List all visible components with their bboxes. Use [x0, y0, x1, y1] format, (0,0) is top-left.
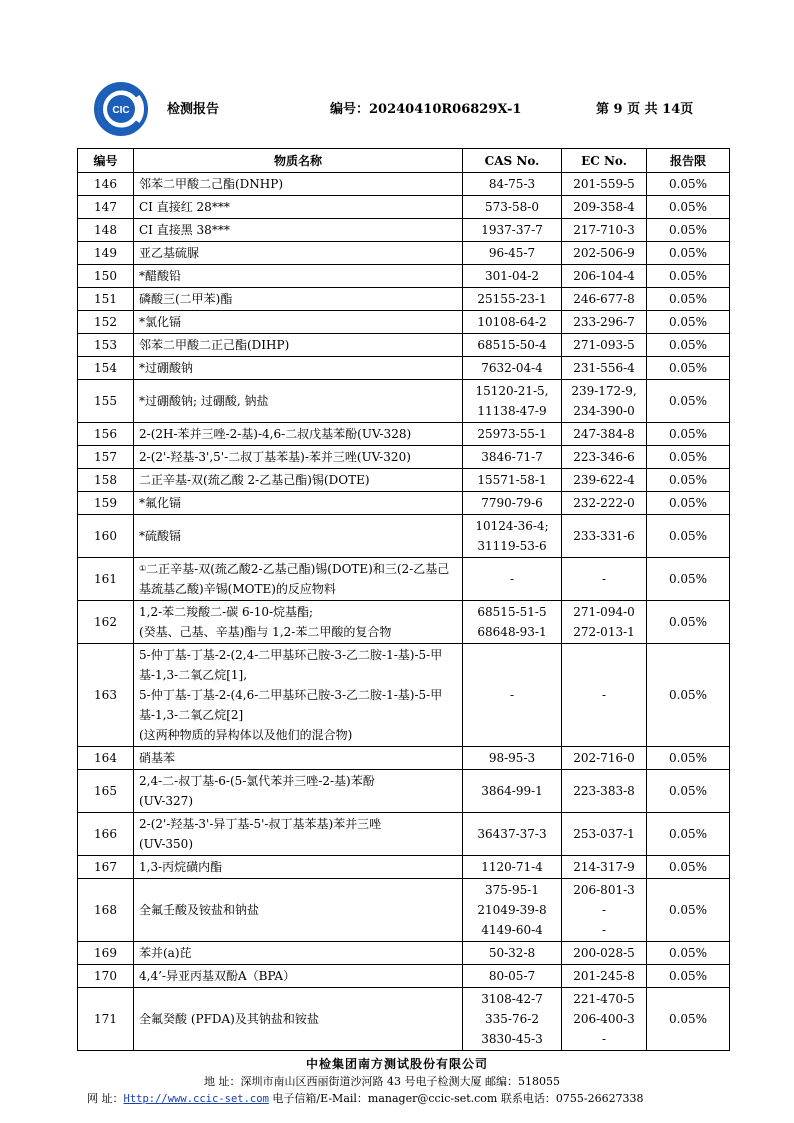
table-row: [78, 334, 730, 357]
column-header-limit: 报告限: [647, 149, 730, 173]
column-header-no: 编号: [78, 149, 134, 173]
substance-name: 硝基苯: [134, 747, 463, 770]
report-limit: 0.05%: [647, 469, 730, 492]
report-limit: 0.05%: [647, 423, 730, 446]
cell-line: -: [601, 572, 607, 586]
cell-line: 246-677-8: [573, 292, 635, 306]
cell-line: 80-05-7: [488, 969, 536, 983]
cas-number: [463, 813, 562, 856]
report-limit: 0.05%: [647, 173, 730, 196]
cell-line: 223-346-6: [573, 450, 635, 464]
row-number: 161: [78, 558, 134, 601]
cell-line: 573-58-0: [485, 200, 539, 214]
substance-name: CI 直接黑 38***: [134, 219, 463, 242]
substance-name: *醋酸铅: [134, 265, 463, 288]
report-limit: 0.05%: [647, 196, 730, 219]
ec-number: [562, 515, 647, 558]
contact-line: [87, 1090, 644, 1106]
table-row: [78, 879, 730, 942]
page-header: [0, 0, 794, 150]
cell-line: -: [601, 903, 607, 917]
cell-line: 25155-23-1: [477, 292, 547, 306]
cell-line: 209-358-4: [573, 200, 635, 214]
footnote-marker: ①: [139, 564, 147, 573]
substance-name: 1,2-苯二羧酸二-碳 6-10-烷基酯; (癸基、己基、辛基)酯与 1,2-苯二甲酸的复合物: [134, 601, 463, 644]
cell-line: 68648-93-1: [477, 625, 547, 639]
cell-line: 98-95-3: [488, 751, 536, 765]
report-limit: 0.05%: [647, 747, 730, 770]
cell-line: 10124-36-4;: [475, 519, 549, 533]
substance-table: [77, 148, 730, 1051]
ec-number: [562, 288, 647, 311]
report-limit: 0.05%: [647, 357, 730, 380]
cell-line: 271-093-5: [573, 338, 635, 352]
company-logo-icon: [94, 82, 148, 136]
cell-line: 3830-45-3: [481, 1032, 543, 1046]
page-info: 第 9 页 共 14页: [596, 102, 694, 117]
cas-number: [463, 965, 562, 988]
cell-line: 214-317-9: [573, 860, 635, 874]
row-number: 148: [78, 219, 134, 242]
substance-name: 全氟壬酸及铵盐和钠盐: [134, 879, 463, 942]
substance-name: ①二正辛基-双(巯乙酸2-乙基己酯)锡(DOTE)和三(2-乙基己基巯基乙酸)辛锡(MOTE)的反应物料: [134, 558, 463, 601]
cell-line: 247-384-8: [573, 427, 635, 441]
row-number: 150: [78, 265, 134, 288]
table-row: [78, 423, 730, 446]
substance-name: 1,3-丙烷磺内酯: [134, 856, 463, 879]
report-limit: 0.05%: [647, 813, 730, 856]
table-row: [78, 288, 730, 311]
svg-text:CIC: CIC: [112, 105, 130, 116]
substance-name: 磷酸三(二甲苯)酯: [134, 288, 463, 311]
column-header-ec: EC No.: [562, 149, 647, 173]
cell-line: 206-801-3: [573, 883, 635, 897]
table-row: [78, 242, 730, 265]
row-number: 159: [78, 492, 134, 515]
cell-line: 335-76-2: [485, 1012, 539, 1026]
table-row: [78, 311, 730, 334]
table-row: [78, 357, 730, 380]
substance-name: 2-(2'-羟基-3',5'-二叔丁基苯基)-苯并三唑(UV-320): [134, 446, 463, 469]
substance-name: 二正辛基-双(巯乙酸 2-乙基己酯)锡(DOTE): [134, 469, 463, 492]
row-number: 160: [78, 515, 134, 558]
table-row: [78, 219, 730, 242]
substance-name: 4,4’-异亚丙基双酚A（BPA）: [134, 965, 463, 988]
cas-number: [463, 770, 562, 813]
contact-info: 电子信箱/E-Mail：manager@ccic-set.com 联系电话：0755-26627338: [268, 1092, 644, 1105]
substance-name: 邻苯二甲酸二己酯(DNHP): [134, 173, 463, 196]
column-header-name: 物质名称: [134, 149, 463, 173]
cell-line: -: [601, 923, 607, 937]
cell-line: -: [509, 688, 515, 702]
substance-name: 2-(2'-羟基-3'-异丁基-5'-叔丁基苯基)苯并三唑 (UV-350): [134, 813, 463, 856]
row-number: 151: [78, 288, 134, 311]
cas-number: [463, 515, 562, 558]
report-title: 检测报告: [167, 102, 220, 117]
report-limit: 0.05%: [647, 311, 730, 334]
cell-line: 84-75-3: [488, 177, 536, 191]
substance-name: 邻苯二甲酸二正己酯(DIHP): [134, 334, 463, 357]
cell-line: 50-32-8: [488, 946, 536, 960]
row-number: 157: [78, 446, 134, 469]
report-limit: 0.05%: [647, 334, 730, 357]
company-name: 中检集团南方测试股份有限公司: [305, 1057, 488, 1071]
cell-line: 11138-47-9: [477, 404, 547, 418]
substance-name: 2-(2H-苯并三唑-2-基)-4,6-二叔戊基苯酚(UV-328): [134, 423, 463, 446]
cell-line: 31119-53-6: [477, 539, 547, 553]
ec-number: [562, 813, 647, 856]
cas-number: [463, 265, 562, 288]
cell-line: 233-296-7: [573, 315, 635, 329]
cas-number: [463, 942, 562, 965]
report-limit: 0.05%: [647, 446, 730, 469]
row-number: 158: [78, 469, 134, 492]
substance-name: 亚乙基硫脲: [134, 242, 463, 265]
ec-number: [562, 747, 647, 770]
cas-number: [463, 601, 562, 644]
cell-line: 3846-71-7: [481, 450, 543, 464]
substance-name: 5-仲丁基-丁基-2-(2,4-二甲基环己胺-3-乙二胺-1-基)-5-甲基-1,3-二氧乙烷[1], 5-仲丁基-丁基-2-(4,6-二甲基环己胺-3-乙二胺-1-基)-5-甲基-1,3-二氧乙烷[2] (这两种物质的异构体以及他们的混合物): [134, 644, 463, 747]
row-number: 169: [78, 942, 134, 965]
table-row: [78, 173, 730, 196]
row-number: 146: [78, 173, 134, 196]
cell-line: 231-556-4: [573, 361, 635, 375]
ec-number: [562, 380, 647, 423]
substance-name: *氯化镉: [134, 311, 463, 334]
cas-number: [463, 856, 562, 879]
row-number: 149: [78, 242, 134, 265]
cell-line: 272-013-1: [573, 625, 635, 639]
company-address: 地 址：深圳市南山区西丽街道沙河路 43 号电子检测大厦 邮编：518055: [204, 1075, 560, 1088]
ec-number: [562, 856, 647, 879]
ec-number: [562, 242, 647, 265]
column-header-cas: CAS No.: [463, 149, 562, 173]
ec-number: [562, 357, 647, 380]
ec-number: [562, 492, 647, 515]
ec-number: [562, 469, 647, 492]
table-row: [78, 196, 730, 219]
cell-line: 239-622-4: [573, 473, 635, 487]
report-limit: 0.05%: [647, 856, 730, 879]
cell-line: 68515-51-5: [477, 605, 547, 619]
ec-number: [562, 219, 647, 242]
cas-number: [463, 492, 562, 515]
table-row: [78, 988, 730, 1051]
ec-number: [562, 196, 647, 219]
report-limit: 0.05%: [647, 879, 730, 942]
row-number: 155: [78, 380, 134, 423]
cas-number: [463, 747, 562, 770]
cell-line: 200-028-5: [573, 946, 635, 960]
cas-number: [463, 423, 562, 446]
ec-number: [562, 173, 647, 196]
cas-number: [463, 288, 562, 311]
ec-number: [562, 334, 647, 357]
cell-line: 221-470-5: [573, 992, 635, 1006]
row-number: 168: [78, 879, 134, 942]
cell-line: -: [601, 1032, 607, 1046]
row-number: 154: [78, 357, 134, 380]
substance-name: 2,4-二-叔丁基-6-(5-氯代苯并三唑-2-基)苯酚 (UV-327): [134, 770, 463, 813]
row-number: 167: [78, 856, 134, 879]
substance-name: 全氟癸酸 (PFDA)及其钠盐和铵盐: [134, 988, 463, 1051]
cell-line: 206-104-4: [573, 269, 635, 283]
table-row: [78, 515, 730, 558]
cell-line: 7790-79-6: [481, 496, 543, 510]
cell-line: 7632-04-4: [481, 361, 543, 375]
row-number: 153: [78, 334, 134, 357]
report-limit: 0.05%: [647, 492, 730, 515]
report-limit: 0.05%: [647, 770, 730, 813]
website-label: 网 址：: [87, 1092, 124, 1105]
cell-line: 15120-21-5,: [475, 384, 549, 398]
cas-number: [463, 242, 562, 265]
table-row: [78, 380, 730, 423]
report-limit: 0.05%: [647, 988, 730, 1051]
cell-line: 271-094-0: [573, 605, 635, 619]
report-limit: 0.05%: [647, 242, 730, 265]
report-limit: 0.05%: [647, 942, 730, 965]
row-number: 166: [78, 813, 134, 856]
cell-line: 3108-42-7: [481, 992, 543, 1006]
table-row: [78, 770, 730, 813]
table-row: [78, 856, 730, 879]
table-row: [78, 644, 730, 747]
cell-line: 232-222-0: [573, 496, 635, 510]
row-number: 147: [78, 196, 134, 219]
row-number: 156: [78, 423, 134, 446]
ec-number: [562, 942, 647, 965]
substance-name: 苯并(a)芘: [134, 942, 463, 965]
report-limit: 0.05%: [647, 265, 730, 288]
cell-line: 223-383-8: [573, 784, 635, 798]
ec-number: [562, 311, 647, 334]
table-header-row: [78, 149, 730, 173]
cas-number: [463, 334, 562, 357]
substance-name: CI 直接红 28***: [134, 196, 463, 219]
table-row: [78, 813, 730, 856]
ec-number: [562, 770, 647, 813]
table-row: [78, 747, 730, 770]
row-number: 164: [78, 747, 134, 770]
table-row: [78, 601, 730, 644]
cas-number: [463, 469, 562, 492]
row-number: 162: [78, 601, 134, 644]
ec-number: [562, 644, 647, 747]
cell-line: 234-390-0: [573, 404, 635, 418]
cell-line: 4149-60-4: [481, 923, 543, 937]
ec-number: [562, 965, 647, 988]
row-number: 152: [78, 311, 134, 334]
cas-number: [463, 644, 562, 747]
cell-line: -: [601, 688, 607, 702]
report-limit: 0.05%: [647, 288, 730, 311]
cell-line: 202-716-0: [573, 751, 635, 765]
substance-name: *氟化镉: [134, 492, 463, 515]
ec-number: [562, 601, 647, 644]
report-limit: 0.05%: [647, 965, 730, 988]
ec-number: [562, 446, 647, 469]
cas-number: [463, 311, 562, 334]
substance-name: *过硼酸钠; 过硼酸, 钠盐: [134, 380, 463, 423]
report-number: 编号：20240410R06829X-1: [330, 102, 522, 117]
cell-line: 21049-39-8: [477, 903, 547, 917]
cell-line: 96-45-7: [488, 246, 536, 260]
cell-line: 202-506-9: [573, 246, 635, 260]
cas-number: [463, 558, 562, 601]
cas-number: [463, 196, 562, 219]
report-limit: 0.05%: [647, 558, 730, 601]
cell-line: 68515-50-4: [477, 338, 547, 352]
report-limit: 0.05%: [647, 515, 730, 558]
substance-name: *硫酸镉: [134, 515, 463, 558]
cell-line: 206-400-3: [573, 1012, 635, 1026]
cell-line: 233-331-6: [573, 529, 635, 543]
row-number: 170: [78, 965, 134, 988]
cell-line: 3864-99-1: [481, 784, 543, 798]
ec-number: [562, 879, 647, 942]
cell-line: 36437-37-3: [477, 827, 547, 841]
ec-number: [562, 265, 647, 288]
cell-line: 375-95-1: [485, 883, 539, 897]
cell-line: 201-245-8: [573, 969, 635, 983]
table-row: [78, 492, 730, 515]
ec-number: [562, 988, 647, 1051]
cell-line: 217-710-3: [573, 223, 635, 237]
table-row: [78, 942, 730, 965]
cell-line: 239-172-9,: [571, 384, 637, 398]
cell-line: 1937-37-7: [481, 223, 543, 237]
row-number: 165: [78, 770, 134, 813]
row-number: 171: [78, 988, 134, 1051]
table-row: [78, 558, 730, 601]
cell-line: 15571-58-1: [477, 473, 547, 487]
cell-line: 301-04-2: [485, 269, 539, 283]
cas-number: [463, 219, 562, 242]
ec-number: [562, 423, 647, 446]
ec-number: [562, 558, 647, 601]
report-limit: 0.05%: [647, 644, 730, 747]
row-number: 163: [78, 644, 134, 747]
table-row: [78, 469, 730, 492]
cas-number: [463, 988, 562, 1051]
substance-name: *过硼酸钠: [134, 357, 463, 380]
cell-line: 1120-71-4: [481, 860, 543, 874]
cas-number: [463, 380, 562, 423]
cas-number: [463, 357, 562, 380]
cell-line: 10108-64-2: [477, 315, 547, 329]
cas-number: [463, 446, 562, 469]
website-link[interactable]: Http://www.ccic-set.com: [123, 1093, 269, 1105]
report-limit: 0.05%: [647, 601, 730, 644]
cas-number: [463, 879, 562, 942]
table-row: [78, 446, 730, 469]
cell-line: 253-037-1: [573, 827, 635, 841]
cell-line: -: [509, 572, 515, 586]
cell-line: 25973-55-1: [477, 427, 547, 441]
table-row: [78, 965, 730, 988]
cell-line: 201-559-5: [573, 177, 635, 191]
cas-number: [463, 173, 562, 196]
report-limit: 0.05%: [647, 380, 730, 423]
report-limit: 0.05%: [647, 219, 730, 242]
table-row: [78, 265, 730, 288]
